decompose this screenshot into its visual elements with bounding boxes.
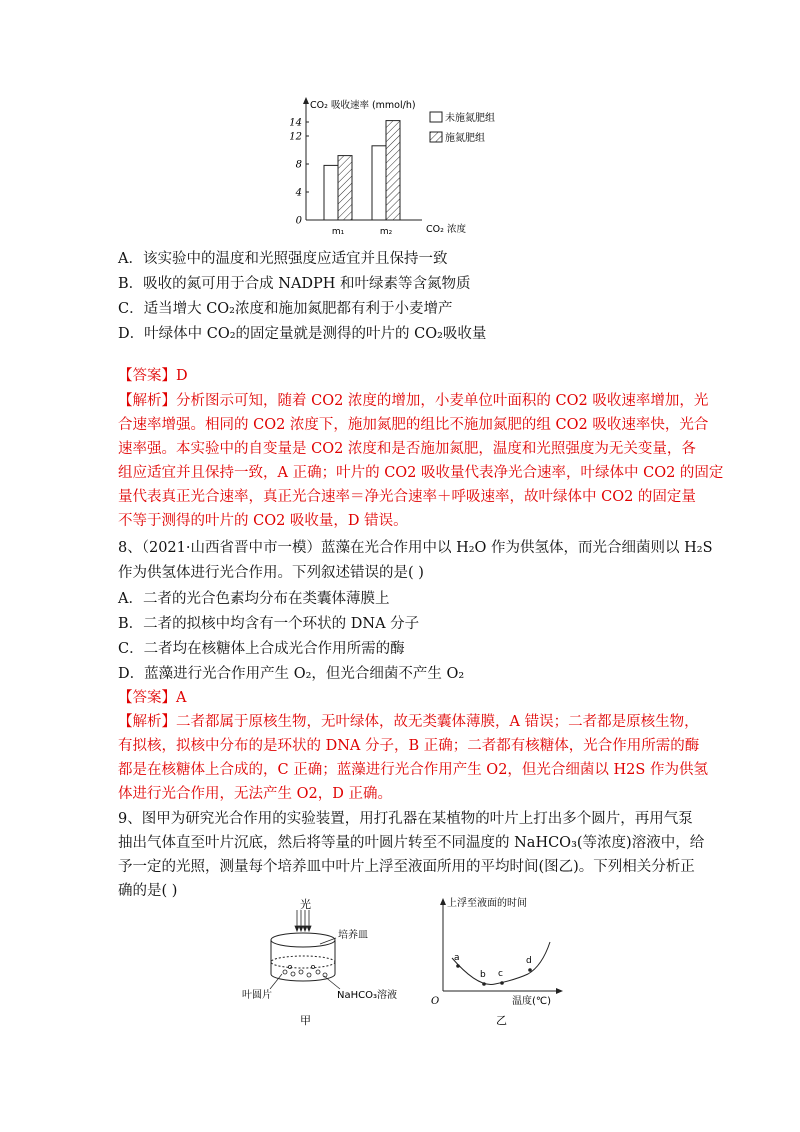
point-d: d bbox=[526, 956, 532, 966]
stem-line: 8、（2021·山西省晋中市一模）蓝藻在光合作用中以 H₂O 作为供氢体，而光合细菌则以 H₂S bbox=[118, 540, 713, 556]
bar bbox=[372, 146, 386, 220]
figure-jia-caption: 甲 bbox=[300, 1014, 311, 1027]
bar bbox=[324, 165, 338, 220]
y-tick-label: 12 bbox=[289, 131, 302, 143]
analysis-line: 【解析】二者都属于原核生物，无叶绿体，故无类囊体薄膜，A 错误；二者都是原核生物， bbox=[118, 714, 699, 730]
co2-absorption-bar-chart bbox=[280, 92, 520, 242]
leaf-disc-label: 叶圆片 bbox=[242, 990, 272, 1001]
analysis-line: 速率强。本实验中的自变量是 CO2 浓度和是否施加氮肥，温度和光照强度为无关变量，各 bbox=[118, 441, 696, 457]
x-tick-label: m₂ bbox=[379, 227, 393, 237]
point-c: c bbox=[498, 969, 503, 979]
q8-answer: 【答案】A bbox=[118, 690, 187, 706]
legend-swatch bbox=[430, 132, 442, 142]
dish-label: 培养皿 bbox=[338, 930, 368, 941]
q7-option-d: D．叶绿体中 CO₂的固定量就是测得的叶片的 CO₂吸收量 bbox=[118, 326, 487, 342]
analysis-line: 体进行光合作用，无法产生 O2，D 正确。 bbox=[118, 786, 392, 802]
bar bbox=[338, 156, 352, 220]
q9-figures bbox=[240, 896, 600, 1036]
figure-yi-curve bbox=[431, 896, 563, 1027]
solution-label: NaHCO₃溶液 bbox=[337, 990, 397, 1001]
q7-option-c: C．适当增大 CO₂浓度和施加氮肥都有利于小麦增产 bbox=[118, 301, 453, 317]
q7-option-b: B．吸收的氮可用于合成 NADPH 和叶绿素等含氮物质 bbox=[118, 276, 471, 292]
analysis-line: 【解析】分析图示可知，随着 CO2 浓度的增加，小麦单位叶面积的 CO2 吸收速率增加，光 bbox=[118, 393, 709, 409]
legend-swatch bbox=[430, 112, 442, 122]
y-tick-label: 14 bbox=[289, 117, 302, 129]
q8-option-a: A．二者的光合色素均分布在类囊体薄膜上 bbox=[118, 591, 390, 607]
point-b: b bbox=[480, 970, 486, 980]
analysis-line: 合速率增强。相同的 CO2 浓度下，施加氮肥的组比不施加氮肥的组 CO2 吸收速率快，光合 bbox=[118, 417, 709, 433]
y-tick-label: 0 bbox=[295, 215, 302, 227]
q8-option-c: C．二者均在核糖体上合成光合作用所需的酶 bbox=[118, 641, 405, 657]
culture-dish bbox=[271, 933, 335, 981]
bar bbox=[386, 121, 400, 220]
q7-answer: 【答案】D bbox=[118, 368, 188, 384]
analysis-line: 组应适宜并且保持一致，A 正确；叶片的 CO2 吸收量代表净光合速率，叶绿体中 CO2 的固定 bbox=[118, 465, 724, 481]
chart-legend bbox=[430, 111, 495, 144]
analysis-line: 不等于测得的叶片的 CO2 吸收量，D 错误。 bbox=[118, 513, 408, 529]
y-axis-arrow bbox=[303, 97, 309, 104]
light-arrows bbox=[295, 910, 311, 931]
y-tick-label: 4 bbox=[295, 187, 302, 199]
analysis-line: 量代表真正光合速率，真正光合速率＝净光合速率＋呼吸速率，故叶绿体中 CO2 的固定量 bbox=[118, 489, 696, 505]
legend-label: 施氮肥组 bbox=[445, 133, 485, 144]
yi-origin: O bbox=[431, 996, 440, 1007]
y-tick-label: 8 bbox=[295, 159, 302, 171]
chart-bars bbox=[324, 121, 400, 220]
stem-line: 确的是( ) bbox=[118, 883, 178, 899]
stem-line: 予一定的光照，测量每个培养皿中叶片上浮至液面所用的平均时间(图乙)。下列相关分析正 bbox=[118, 859, 695, 875]
yi-xlabel: 温度(℃) bbox=[512, 996, 552, 1007]
chart-axes bbox=[303, 97, 422, 220]
legend-label: 未施氮肥组 bbox=[445, 113, 495, 124]
x-tick-label: m₁ bbox=[331, 227, 345, 237]
figure-yi-caption: 乙 bbox=[496, 1014, 507, 1027]
q8-option-d: D．蓝藻进行光合作用产生 O₂，但光合细菌不产生 O₂ bbox=[118, 666, 465, 682]
analysis-line: 都是在核糖体上合成的，C 正确；蓝藻进行光合作用产生 O2，但光合细菌以 H2S 作为供氢 bbox=[118, 762, 708, 778]
stem-line: 抽出气体直至叶片沉底，然后将等量的叶圆片转至不同温度的 NaHCO₃(等浓度)溶液中，给 bbox=[118, 835, 705, 851]
y-axis-label: CO₂ 吸收速率 (mmol/h) bbox=[310, 100, 416, 111]
yi-ylabel: 上浮至液面的时间 bbox=[447, 898, 527, 909]
stem-line: 9、图甲为研究光合作用的实验装置，用打孔器在某植物的叶片上打出多个圆片，再用气泵 bbox=[118, 811, 693, 827]
q8-option-b: B．二者的拟核中均含有一个环状的 DNA 分子 bbox=[118, 616, 420, 632]
x-axis-label: CO₂ 浓度 bbox=[426, 224, 466, 235]
analysis-line: 有拟核，拟核中分布的是环状的 DNA 分子，B 正确；二者都有核糖体，光合作用所需的酶 bbox=[118, 738, 700, 754]
stem-line: 作为供氢体进行光合作用。下列叙述错误的是( ) bbox=[118, 565, 424, 581]
figure-jia-apparatus bbox=[242, 897, 397, 1027]
q7-option-a: A．该实验中的温度和光照强度应适宜并且保持一致 bbox=[118, 251, 448, 267]
point-a: a bbox=[454, 953, 460, 963]
light-label: 光 bbox=[300, 898, 311, 911]
